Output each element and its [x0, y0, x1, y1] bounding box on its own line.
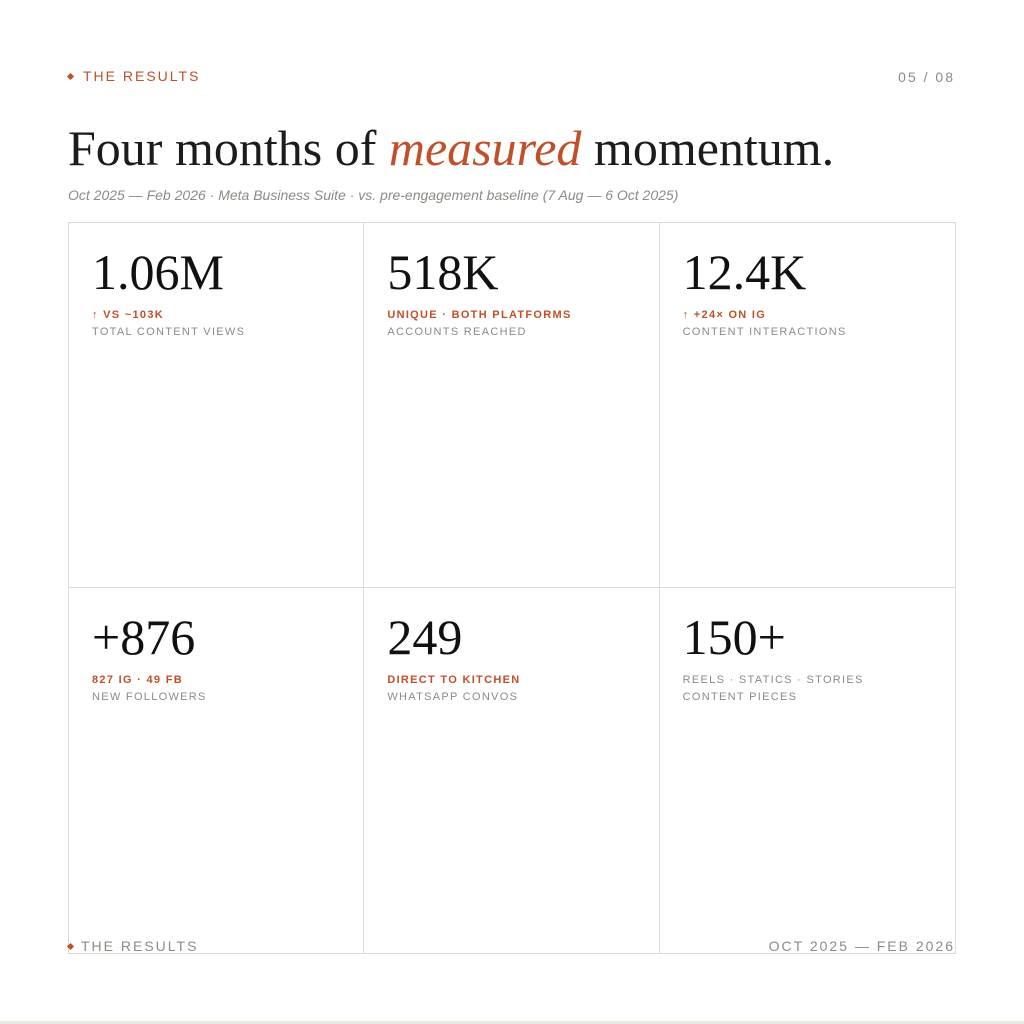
- page-subtitle: Oct 2025 — Feb 2026 · Meta Business Suite · vs. pre-engagement baseline (7 Aug — 6 Oct 2025): [68, 187, 679, 203]
- stat-label: NEW FOLLOWERS: [92, 691, 207, 703]
- diamond-icon: [67, 942, 74, 949]
- stat-value: 1.06M: [92, 244, 224, 300]
- stat-card-whatsapp: [364, 588, 659, 953]
- stat-label: CONTENT INTERACTIONS: [682, 326, 847, 338]
- footer-date-range: OCT 2025 — FEB 2026: [768, 938, 955, 954]
- footer-left-text: THE RESULTS: [81, 938, 199, 954]
- stat-card-new-followers: [69, 588, 364, 953]
- title-tail: momentum.: [581, 120, 835, 176]
- eyebrow-label: THE RESULTS: [83, 68, 201, 84]
- stat-note: REELS · STATICS · STORIES: [682, 674, 864, 686]
- footer-section-label: [68, 938, 198, 954]
- stat-note: 827 IG · 49 FB: [92, 674, 183, 686]
- title-lead: Four months of: [68, 120, 389, 176]
- stat-note: ↑ +24× ON IG: [682, 309, 767, 321]
- stat-card-content-views: [69, 223, 364, 588]
- stats-grid: [68, 222, 956, 954]
- stat-label: WHATSAPP CONVOS: [387, 691, 519, 703]
- stat-label: ACCOUNTS REACHED: [387, 326, 527, 338]
- page-indicator: 05 / 08: [898, 69, 955, 85]
- stat-value: 249: [387, 609, 463, 665]
- stat-card-interactions: [660, 223, 955, 588]
- stat-card-accounts-reached: [364, 223, 659, 588]
- stat-value: +876: [92, 609, 196, 665]
- page-title: [68, 118, 834, 178]
- title-accent: measured: [388, 120, 582, 176]
- stat-note: UNIQUE · BOTH PLATFORMS: [387, 309, 572, 321]
- stat-card-content-pieces: [660, 588, 955, 953]
- stat-label: CONTENT PIECES: [682, 691, 798, 703]
- stat-value: 150+: [682, 609, 786, 665]
- stat-value: 518K: [387, 244, 499, 300]
- stat-note: ↑ VS ~103K: [92, 309, 165, 321]
- stat-value: 12.4K: [682, 244, 807, 300]
- diamond-icon: [67, 72, 74, 79]
- section-eyebrow: [68, 68, 200, 84]
- stat-label: TOTAL CONTENT VIEWS: [92, 326, 246, 338]
- stat-note: DIRECT TO KITCHEN: [387, 674, 521, 686]
